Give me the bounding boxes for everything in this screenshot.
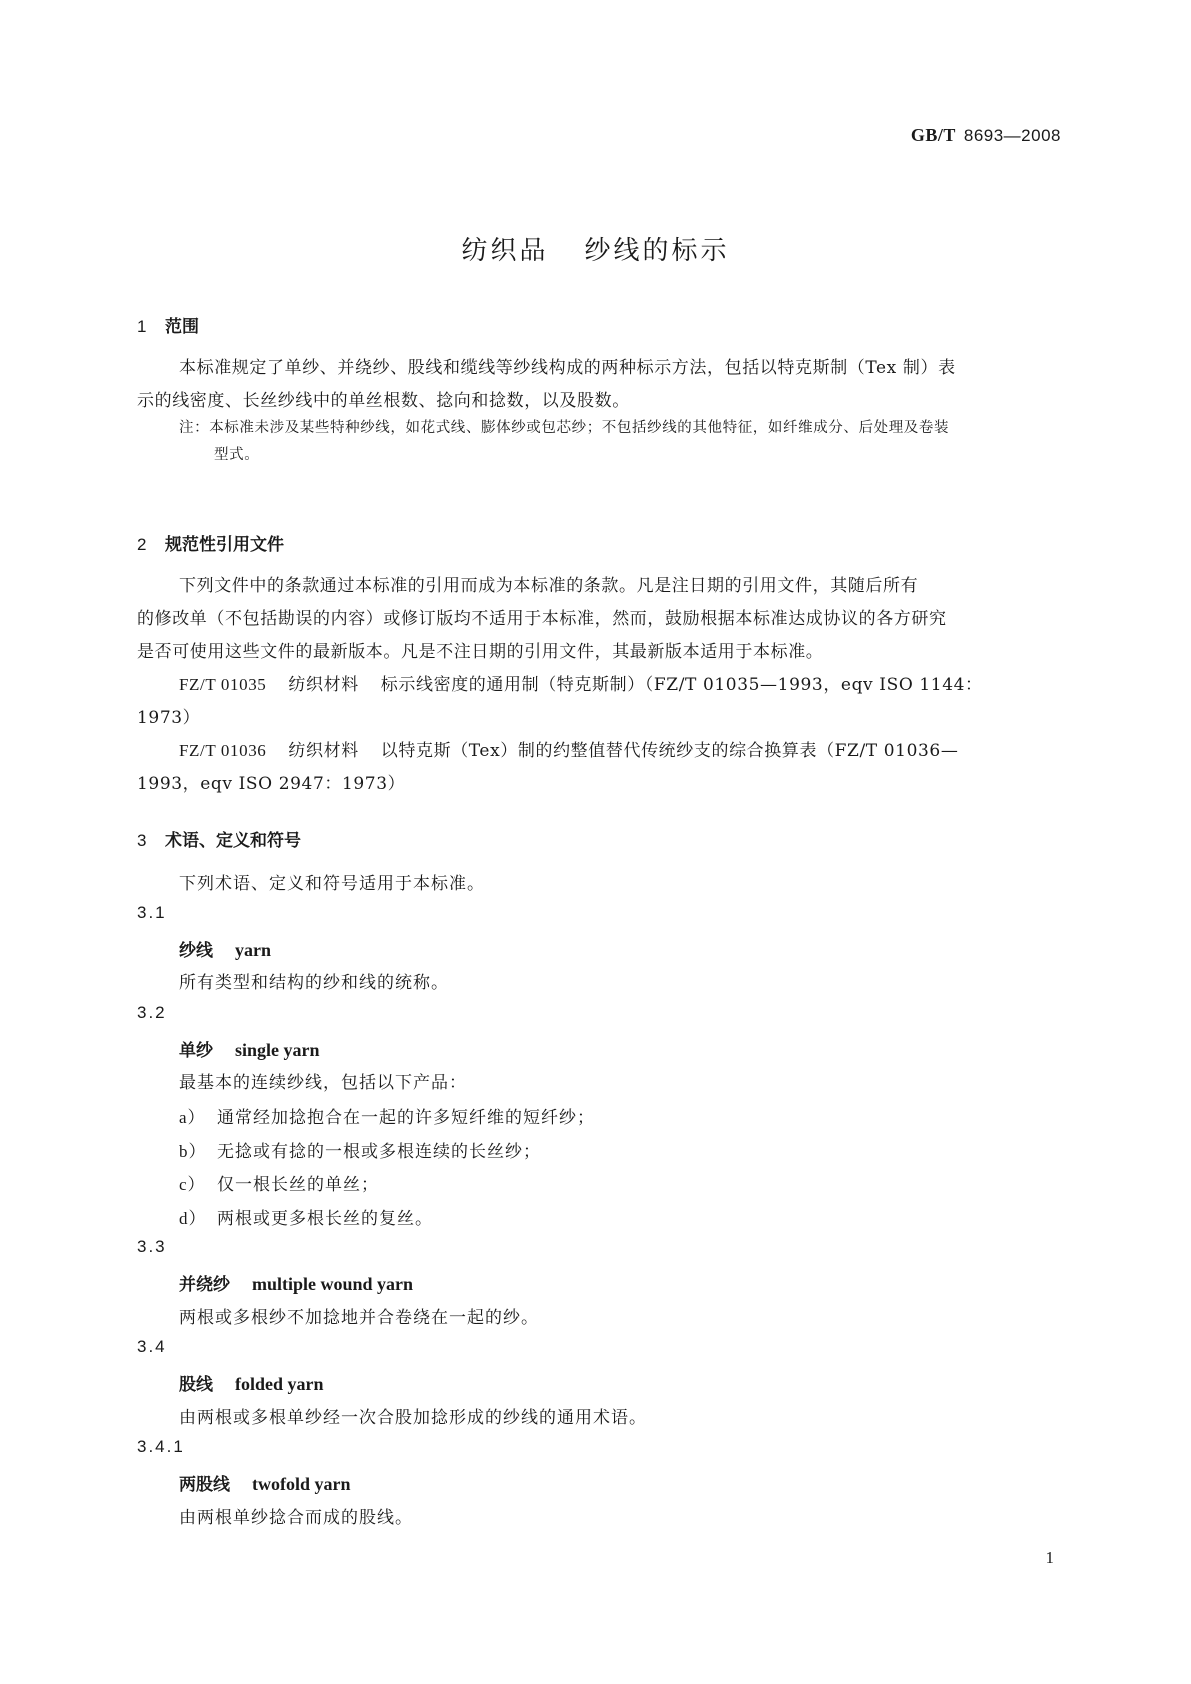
section-title: 术语、定义和符号 [165,831,301,851]
term-zh: 纱线 [179,941,213,961]
section-heading-2 [137,530,284,555]
clause-number: 3.4.1 [137,1437,185,1456]
paragraph-line: 示的线密度、长丝纱线中的单丝根数、捻向和捻数，以及股数。 [137,391,630,411]
term-en: multiple wound yarn [252,1274,414,1294]
document-title [0,230,1191,267]
list-marker: b） [179,1142,207,1161]
paragraph-line: 是否可使用这些文件的最新版本。凡是不注日期的引用文件，其最新版本适用于本标准。 [137,642,824,662]
section-number: 3 [137,831,147,850]
clause-number: 3.2 [137,1003,167,1022]
reference-title-cont: 1973） [137,708,201,728]
term-entry [179,1270,413,1295]
reference-code: FZ/T 01035 [179,675,267,694]
term-entry [179,1370,324,1395]
section-number: 2 [137,535,147,554]
section-3-paragraph: 下列术语、定义和符号适用于本标准。 [179,874,485,894]
term-en: single yarn [235,1040,320,1060]
term-en: yarn [235,940,271,960]
term-entry [179,1470,351,1495]
section-heading-1 [137,312,199,337]
reference-title-cont: 1993，eqv ISO 2947：1973） [137,774,406,794]
term-en: folded yarn [235,1374,324,1394]
term-entry [179,936,271,961]
section-title: 范围 [165,317,199,337]
term-definition: 最基本的连续纱线，包括以下产品： [179,1073,467,1093]
section-heading-3 [137,826,301,851]
reference-item [137,734,1058,801]
list-item [179,1170,379,1195]
standard-code [911,125,1061,146]
paragraph-line: 的修改单（不包括勘误的内容）或修订版均不适用于本标准，然而，鼓励根据本标准达成协议的各方研究 [137,609,947,629]
list-text: 两根或更多根长丝的复丝。 [217,1209,433,1229]
note-line: 型式。 [214,447,260,463]
list-text: 通常经加捻抱合在一起的许多短纤维的短纤纱； [217,1108,595,1128]
reference-item [137,668,1058,735]
list-item [179,1204,433,1229]
standard-prefix: GB/T [910,125,956,145]
term-definition: 由两根或多根单纱经一次合股加捻形成的纱线的通用术语。 [179,1408,647,1428]
term-en: twofold yarn [252,1474,351,1494]
list-text: 仅一根长丝的单丝； [217,1175,379,1195]
section-2-paragraph [137,570,1058,669]
term-zh: 股线 [179,1375,213,1395]
term-entry [179,1036,320,1061]
page-number: 1 [1045,1548,1054,1567]
reference-category: 纺织材料 [288,741,359,761]
clause-number: 3.1 [137,903,167,922]
title-part1: 纺织品 [461,236,549,266]
clause-number: 3.3 [137,1237,167,1256]
list-item [179,1103,595,1128]
standard-number: 8693—2008 [963,126,1061,145]
title-part2: 纱线的标示 [584,236,730,266]
reference-title: 标示线密度的通用制（特克斯制）（FZ/T 01035—1993，eqv ISO 1144： [380,675,983,695]
note-line: 注：本标准未涉及某些特种纱线，如花式线、膨体纱或包芯纱；不包括纱线的其他特征，如纤维成分、后处理及卷装 [179,420,950,436]
paragraph-line: 本标准规定了单纱、并绕纱、股线和缆线等纱线构成的两种标示方法，包括以特克斯制（Tex 制）表 [179,358,956,378]
term-zh: 单纱 [179,1041,213,1061]
section-number: 1 [137,317,147,336]
reference-title: 以特克斯（Tex）制的约整值替代传统纱支的综合换算表（FZ/T 01036— [380,741,959,761]
list-marker: a） [179,1108,206,1127]
section-1-paragraph [137,352,1058,418]
list-marker: d） [179,1209,207,1228]
list-marker: c） [179,1175,206,1194]
term-zh: 并绕纱 [179,1275,230,1295]
term-zh: 两股线 [179,1475,230,1495]
term-definition: 所有类型和结构的纱和线的统称。 [179,973,449,993]
section-title: 规范性引用文件 [165,535,284,555]
term-definition: 由两根单纱捻合而成的股线。 [179,1508,413,1528]
term-definition: 两根或多根纱不加捻地并合卷绕在一起的纱。 [179,1308,539,1328]
clause-number: 3.4 [137,1337,167,1356]
section-1-note [179,415,1058,469]
reference-category: 纺织材料 [288,675,359,695]
paragraph-line: 下列文件中的条款通过本标准的引用而成为本标准的条款。凡是注日期的引用文件，其随后所有 [179,576,919,596]
list-text: 无捻或有捻的一根或多根连续的长丝纱； [217,1142,541,1162]
list-item [179,1137,541,1162]
reference-code: FZ/T 01036 [179,741,267,760]
